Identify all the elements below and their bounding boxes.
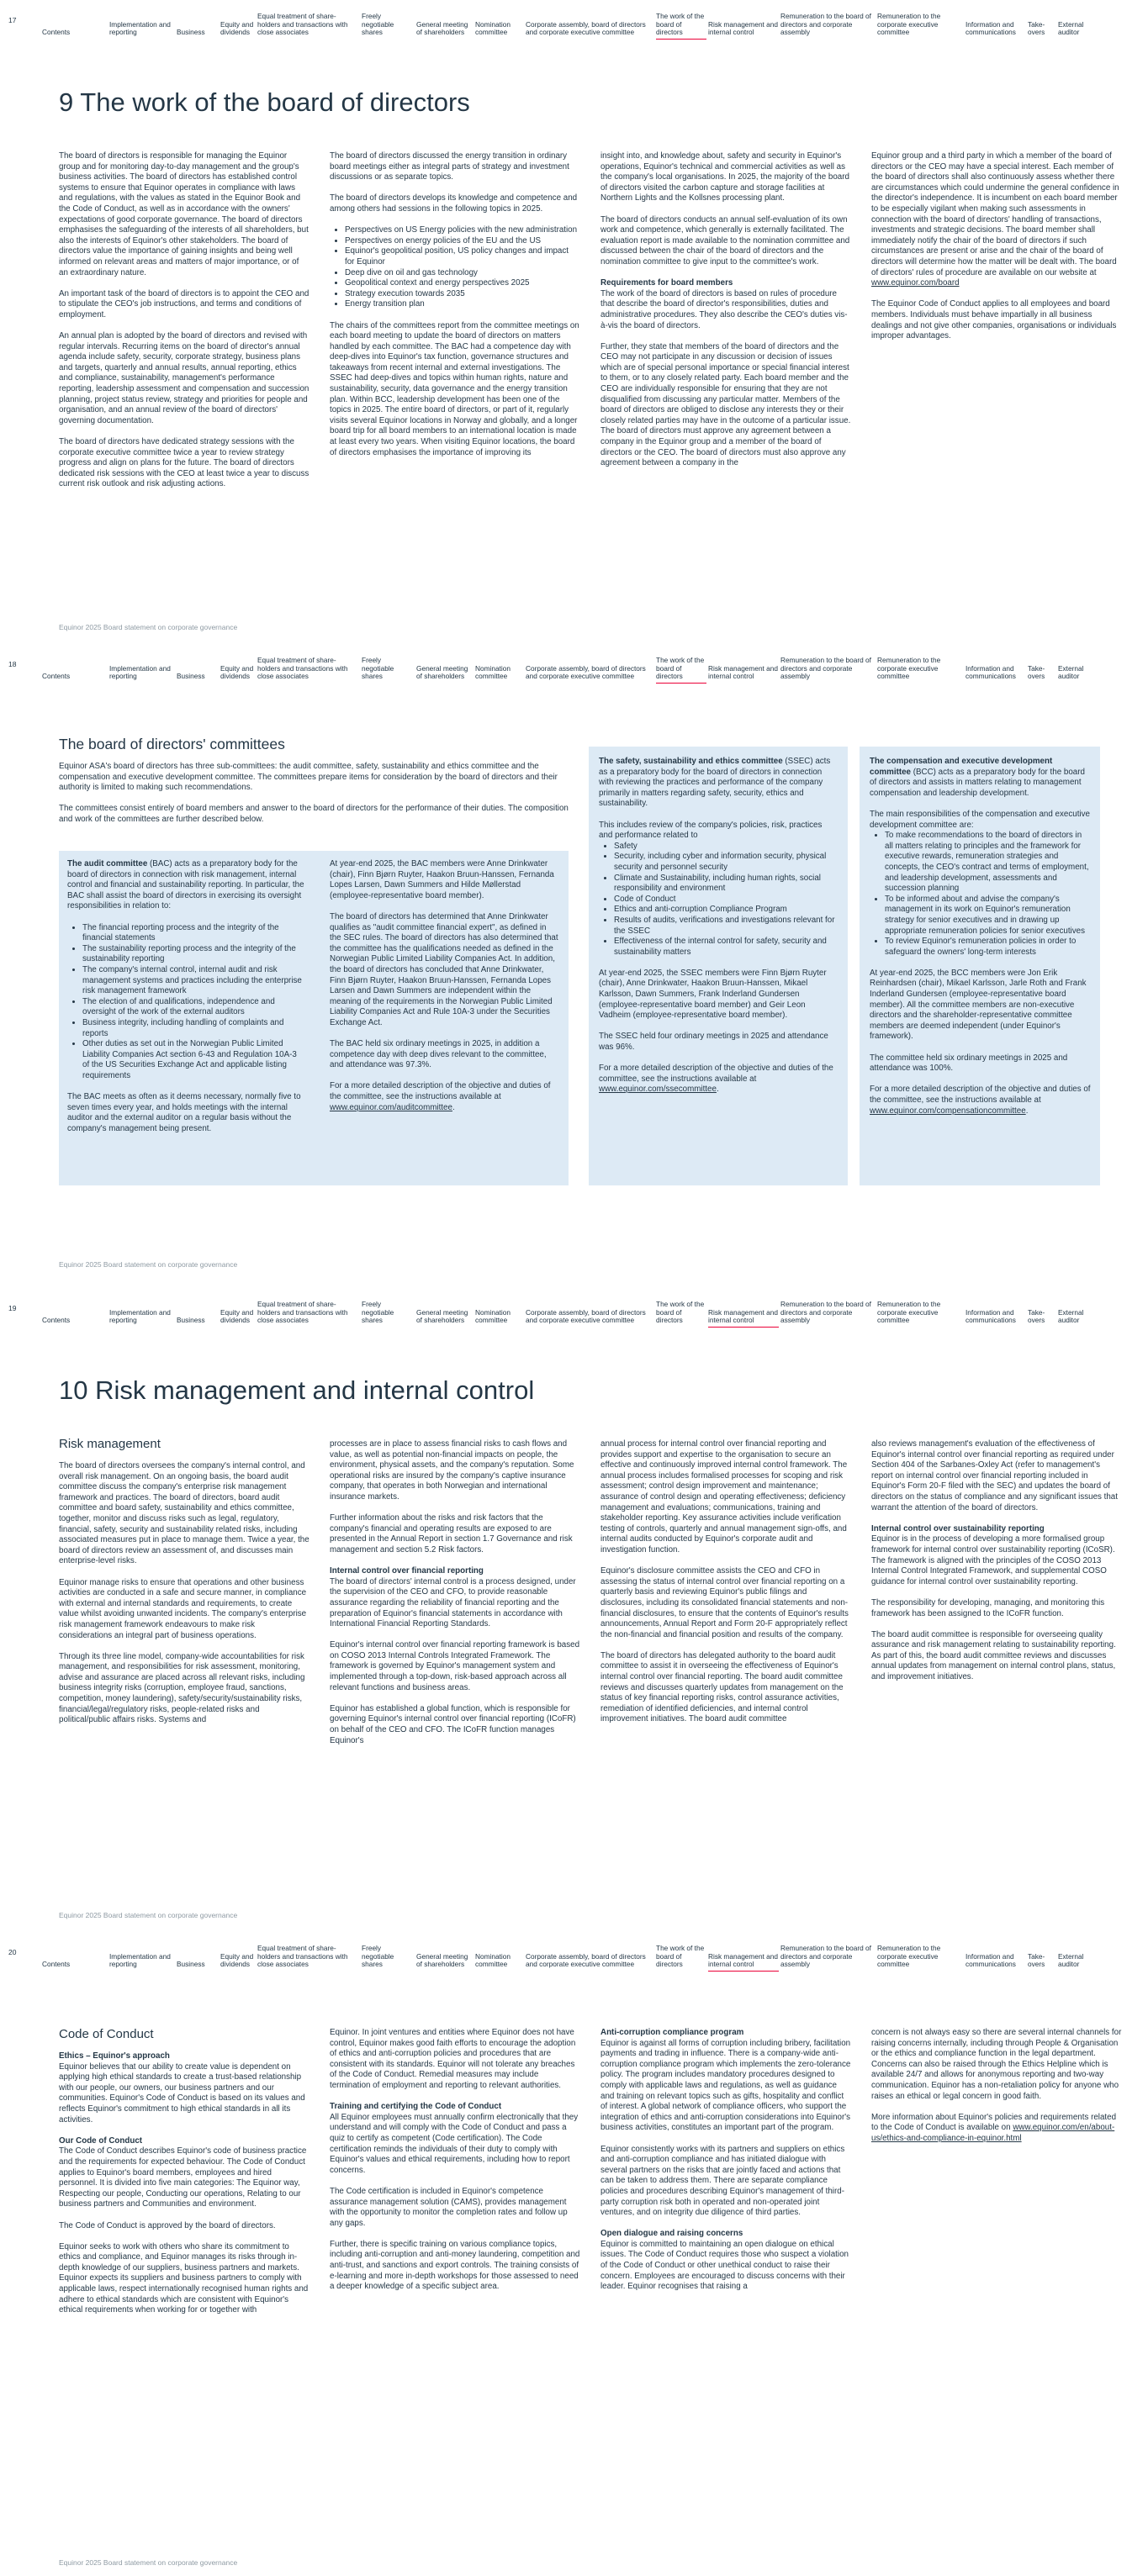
- column-3: [600, 1439, 851, 1736]
- nav-item[interactable]: Equity and dividends: [220, 1307, 254, 1325]
- column-2: [330, 2028, 580, 2303]
- paragraph: The board of directors' internal control is a process designed, under the supervision of the CEO and CFO, to provide reasonable assurance regarding the reliability of financial reporting and the preparation of Equinor's financial statements in accordance with International Financial Reporting Standards.: [330, 1576, 576, 1629]
- page-19: [0, 1288, 1148, 1932]
- footer: Equinor 2025 Board statement on corporate governance: [59, 2558, 238, 2567]
- bac-column-1: [67, 859, 304, 1145]
- list-item: • Other duties as set out in the Norwegian Public Limited Liability Companies Act section 6-43 and Regulation 10A-3 of the US Securities Exchange Act and applicable listing requirements: [82, 1039, 304, 1081]
- nav-item[interactable]: Equity and dividends: [220, 19, 254, 37]
- list-item: • Energy transition plan: [345, 299, 580, 310]
- list-item: • The election of and qualifications, independence and oversight of the work of the external auditors: [82, 997, 304, 1018]
- section-title: The board of directors' committees: [59, 736, 285, 752]
- audit-committee-box: [59, 851, 569, 1185]
- nav-item[interactable]: Equity and dividends: [220, 1951, 254, 1969]
- nav-item[interactable]: Freely negotiable shares: [362, 1300, 394, 1325]
- section-heading: Requirements for board members: [600, 278, 733, 288]
- paragraph: Further, they state that members of the board of directors and the CEO may not participate in any discussion or decision of issues which are of special personal importance or special financial interest to them, or to any closely related party. Each board member and the CEO are individually responsible for ensuring that they are not disqualified from discussing any particular matter. Members of the board of directors are obliged to disclose any interests they or their closely related parties may have in the outcome of a particular issue. The board of directors must approve any agreement between a company in the Equinor group and a member of the board of directors or the CEO. The board of directors must also approve any agreement between a company in the: [600, 341, 851, 468]
- paragraph: The Code of Conduct describes Equinor's code of business practice and the requirements for expected behaviour. The Code of Conduct applies to Equinor's board members, employees and hired personnel. It is divided into five main categories: The Equinor way, Respecting our people, Conducting our operations, Relating to our business partners and Communities and environment.: [59, 2146, 307, 2209]
- nav-item[interactable]: Nomination committee: [475, 1951, 511, 1969]
- nav-item[interactable]: Corporate assembly, board of directors and corporate executive committee: [526, 663, 646, 681]
- paragraph: All Equinor employees must annually confirm electronically that they understand and will comply with the Code of Conduct and pass a quiz to certify as competent (Code certification). The Code certification reminds the individuals of their duty to comply with Equinor's values and ethical requirements, including how to report concerns.: [330, 2112, 579, 2175]
- paragraph: The main responsibilities of the compensation and executive development committee are:: [870, 809, 1090, 830]
- ethics-link[interactable]: www.equinor.com/en/about-us/ethics-and-compliance-in-equinor.html: [871, 2123, 1115, 2143]
- nav-item[interactable]: Risk management and internal control: [708, 1932, 779, 1969]
- nav-item[interactable]: Contents: [42, 28, 71, 37]
- list-item: • Effectiveness of the internal control for safety, security and sustainability matters: [614, 937, 836, 958]
- ssec-column: [599, 757, 836, 1106]
- paragraph: Equinor seeks to work with others who share its commitment to ethics and compliance, and Equinor manages its risks through in-depth knowledge of our suppliers, business partners and markets. Equinor expects its suppliers and business partners to comply with applicable laws, respect internationally recognised human rights and adhere to ethical standards which are consistent with Equinor's ethical requirements when working for or together with: [59, 2241, 309, 2315]
- nav-item[interactable]: Equal treatment of share-holders and transactions with close associates: [257, 12, 348, 37]
- paragraph: Equinor. In joint ventures and entities where Equinor does not have control, Equinor makes good faith efforts to encourage the adoption of ethics and anti-corruption policies and procedures that are consistent with its standards. Equinor will not tolerate any breaches of the Code of Conduct. Remedial measures may include termination of employment and reporting to relevant authorities.: [330, 2028, 576, 2090]
- section-heading: Ethics – Equinor's approach: [59, 2051, 170, 2061]
- topic-list: [345, 225, 580, 310]
- list-item: • Ethics and anti-corruption Compliance Program: [614, 905, 836, 916]
- paragraph: The board of directors have dedicated strategy sessions with the corporate executive committee twice a year to review strategy progress and align on plans for the future. The board of directors dedicated risk sessions with the CEO at least twice a year to discuss current risk outlook and risk adjusting actions.: [59, 437, 309, 489]
- paragraph: At year-end 2025, the SSEC members were Finn Bjørn Ruyter (chair), Anne Drinkwater, Haakon Bruun-Hanssen, Mikael Karlsson, Dawn Summers, Frank Inderland Gundersen (employee-representative board member) and Geir Leon Vadheim (employee-representative board member).: [599, 968, 827, 1021]
- paragraph: insight into, and knowledge about, safety and security in Equinor's operations, Equinor's technical and commercial activities as well as the company's local organisations. In 2025, the majority of the board of directors visited the carbon capture and storage facilities at Northern Lights and the Kollsnes processing plant.: [600, 151, 849, 203]
- column-1: [59, 1436, 309, 1736]
- nav-item[interactable]: Nomination committee: [475, 19, 511, 37]
- paragraph: At year-end 2025, the BCC members were Jon Erik Reinhardsen (chair), Mikael Karlsson, Jarle Roth and Frank Inderland Gundersen (employee-representative board member). All the committee members are non-executive directors and the shareholder-representative committee members are deemed independent (under Equinor's framework).: [870, 968, 1087, 1042]
- paragraph: Equinor believes that our ability to create value is dependent on applying high ethical standards to create a trust-based relationship with our people, our owners, our business partners and our communities. Equinor's Code of Conduct is based on its values and reflects Equinor's commitment to high ethical standards in all its activities.: [59, 2061, 305, 2125]
- nav-item[interactable]: Equity and dividends: [220, 663, 254, 681]
- paragraph: For a more detailed description of the objective and duties of the committee, see the instructions available at www.equinor.com/auditcommittee.: [330, 1081, 551, 1112]
- page-title: 10 Risk management and internal control: [59, 1375, 535, 1405]
- nav-item[interactable]: External auditor: [1058, 1307, 1084, 1325]
- list-item: • Results of audits, verifications and investigations relevant for the SSEC: [614, 916, 836, 937]
- nav-item[interactable]: Nomination committee: [475, 663, 511, 681]
- paragraph: The board of directors discussed the energy transition in ordinary board meetings either as integral parts of strategy and investment discussions or as separate topics.: [330, 151, 569, 182]
- paragraph: The board of directors oversees the company's internal control, and overall risk management. On an ongoing basis, the board audit committee discuss the company's enterprise risk management framework and practices. The board of directors, board audit committee and board safety, sustainability and ethics committee, together, monitor and discuss risks such as legal, regulatory, financial, safety, security and sustainability related risks, including associated measures put in place to manage them. Twice a year, the board of directors review an assessment of, and discusses main enterprise-level risks.: [59, 1461, 309, 1566]
- bcc-box: [860, 747, 1100, 1185]
- paragraph: Equinor is against all forms of corruption including bribery, facilitation payments and trading in influence. There is a company-wide anti-corruption compliance program which implements the zero-tolerance policy. The program includes mandatory procedures designed to comply with applicable laws and regulations, as well as guidance and training on relevant topics such as gifts, hospitality and conflict of interest. A global network of compliance officers, who support the integration of ethics and anti-corruption considerations into Equinor's business activities, constitutes an important part of the program.: [600, 2038, 851, 2133]
- nav-item[interactable]: Implementation and reporting: [109, 19, 171, 37]
- page-20: [0, 1932, 1148, 2576]
- nav-item[interactable]: Corporate assembly, board of directors and corporate executive committee: [526, 1951, 646, 1969]
- column-3: [600, 2028, 851, 2303]
- page-17: [0, 0, 1148, 644]
- list-item: • Perspectives on energy policies of the EU and the US: [345, 236, 580, 247]
- section-heading: Anti-corruption compliance program: [600, 2028, 744, 2037]
- bcc-column: [870, 757, 1092, 1127]
- nav-item[interactable]: Remuneration to the board of directors and corporate assembly: [780, 1944, 871, 1969]
- top-navigation: [8, 0, 1140, 37]
- nav-item[interactable]: General meeting of shareholders: [416, 19, 468, 37]
- page-number: 18: [8, 660, 17, 668]
- nav-item[interactable]: Equal treatment of share-holders and transactions with close associates: [257, 1300, 348, 1325]
- paragraph: The compensation and executive development committee (BCC) acts as a preparatory body for the board of directors and assists in matters relating to management compensation and leadership development.: [870, 757, 1085, 798]
- paragraph: The board audit committee is responsible for overseeing quality assurance and risk management relating to sustainability reporting. As part of this, the board audit committee reviews and discusses annual updates from management on internal control plans, status, and improvement initiatives.: [871, 1629, 1116, 1682]
- page-18: [0, 644, 1148, 1288]
- nav-item[interactable]: General meeting of shareholders: [416, 1307, 468, 1325]
- nav-item[interactable]: Corporate assembly, board of directors and corporate executive committee: [526, 1307, 646, 1325]
- nav-item[interactable]: Remuneration to the corporate executive committee: [877, 12, 941, 37]
- nav-item[interactable]: Remuneration to the corporate executive committee: [877, 1300, 941, 1325]
- paragraph: annual process for internal control over financial reporting and provides support and expertise to the organisation to secure an effective and continuously improved internal control framework. The annual process includes formalised processes for scoping and risk assessment; control design improvement and maintenance; assurance of control design and operating effectiveness; deficiency management and evaluations; communications, training and stakeholder reporting. Key assurance activities include verification testing of controls, quarterly and annual management sign-offs, and internal audits conducted by Equinor's corporate audit and investigation function.: [600, 1439, 848, 1555]
- section-heading: Training and certifying the Code of Conduct: [330, 2102, 502, 2112]
- section-heading: Open dialogue and raising concerns: [600, 2229, 743, 2239]
- paragraph: Equinor is committed to maintaining an open dialogue on ethical issues. The Code of Conduct requires those who suspect a violation of the Code of Conduct or other unethical conduct to raise their concern. Employees are encouraged to discuss concerns with their leader. Equinor recognises that raising a: [600, 2239, 849, 2292]
- column-4: [871, 2028, 1122, 2155]
- paragraph: The responsibility for developing, managing, and monitoring this framework has been assigned to the ICoFR function.: [871, 1597, 1105, 1618]
- page-number: 17: [8, 16, 17, 24]
- paragraph: Equinor's disclosure committee assists the CEO and CFO in assessing the status of internal control over financial reporting on a quarterly basis and reviewing Equinor's public filings and disclosures, including its consolidated financial statements and non-financial disclosures, to ensure that the contents of Equinor's results announcements, Annual Report and Form 20-F appropriately reflect the non-financial and financial position and results of the company.: [600, 1566, 849, 1639]
- section-heading: Our Code of Conduct: [59, 2135, 143, 2146]
- list-item: • To make recommendations to the board of directors in all matters relating to principles and the framework for executive rewards, remuneration strategies and concepts, the CEO's contract and terms of employment, and leadership development, assessments and succession planning: [885, 831, 1092, 895]
- sub-title: Code of Conduct: [59, 2027, 154, 2041]
- paragraph: Further information about the risks and risk factors that the company's financial and operating results are exposed to are presented in the Annual Report in section 1.7 Governance and risk management and section 5.2 Risk factors.: [330, 1513, 573, 1555]
- paragraph: Equinor consistently works with its partners and suppliers on ethics and anti-corruption compliance and has initiated dialogue with several partners on the risks that are jointly faced and actions that can be taken to address them. There are separate compliance policies and procedures describing Equinor's management of third-party corruption risk both in operated and non-operated joint ventures, and on integrity due diligence of third parties.: [600, 2144, 845, 2218]
- list-item: • Code of Conduct: [614, 895, 836, 905]
- nav-item[interactable]: Take-overs: [1028, 1307, 1045, 1325]
- nav-item[interactable]: Freely negotiable shares: [362, 1944, 394, 1969]
- nav-item[interactable]: Implementation and reporting: [109, 1307, 171, 1325]
- nav-item[interactable]: The work of the board of directors: [656, 1944, 705, 1969]
- nav-item[interactable]: Contents: [42, 1960, 71, 1969]
- paragraph: The BAC held six ordinary meetings in 2025, in addition a competence day with deep dives relevant to the committee, and attendance was 97.3%.: [330, 1039, 547, 1070]
- column-2: [330, 151, 580, 469]
- ssec-link[interactable]: www.equinor.com/ssecommittee: [599, 1085, 717, 1095]
- column-3: [600, 151, 851, 479]
- paragraph: The work of the board of directors is based on rules of procedure that describe the board of director's responsibilities, duties and administrative procedures. They also describe the CEO's duties vis-à-vis the board of directors.: [600, 288, 848, 330]
- section-heading: Internal control over sustainability reporting: [871, 1523, 1045, 1533]
- page-title: 9 The work of the board of directors: [59, 87, 470, 117]
- paragraph: Equinor's internal control over financial reporting framework is based on COSO 2013 Internal Controls Integrated Framework. The framework is governed by Equinor's management system and implemented through a top-down, risk-based approach across all relevant functions and business areas.: [330, 1640, 580, 1692]
- column-4: [871, 151, 1122, 352]
- page-number: 20: [8, 1948, 17, 1956]
- paragraph: The BAC meets as often as it deems necessary, normally five to seven times every year, and holds meetings with the internal auditor and the external auditor on a regular basis without the company's management being present.: [67, 1092, 301, 1133]
- nav-item[interactable]: External auditor: [1058, 19, 1084, 37]
- board-link[interactable]: www.equinor.com/board: [871, 278, 960, 288]
- audit-committee-link[interactable]: www.equinor.com/auditcommittee: [330, 1102, 452, 1112]
- paragraph: The board of directors conducts an annual self-evaluation of its own work and competence, which generally is externally facilitated. The evaluation report is made available to the nomination committee and discussed between the chair of the board of directors and the nomination committee to give input to the committee's work.: [600, 214, 850, 267]
- footer: Equinor 2025 Board statement on corporate governance: [59, 1260, 238, 1269]
- nav-item[interactable]: The work of the board of directors: [656, 0, 706, 37]
- paragraph: More information about Equinor's policies and requirements related to the Code of Conduct is available on www.equinor.com/en/about-us/ethics-and-compliance-in-equinor.html: [871, 2112, 1117, 2143]
- nav-item[interactable]: Corporate assembly, board of directors and corporate executive committee: [526, 19, 646, 37]
- paragraph: The Code of Conduct is approved by the board of directors.: [59, 2220, 276, 2230]
- nav-item[interactable]: External auditor: [1058, 663, 1084, 681]
- nav-item[interactable]: Business: [177, 1316, 205, 1325]
- column-2: [330, 1439, 580, 1757]
- list-item: • To review Equinor's remuneration policies in order to safeguard the owners' long-term interests: [885, 937, 1092, 958]
- nav-item[interactable]: Contents: [42, 672, 71, 681]
- nav-item[interactable]: Contents: [42, 1316, 71, 1325]
- section-heading: Internal control over financial reporting: [330, 1566, 484, 1576]
- nav-item[interactable]: Implementation and reporting: [109, 663, 171, 681]
- list-item: • To be informed about and advise the company's management in its work on Equinor's remuneration strategy for senior executives and in drawing up appropriate remuneration policies for senior executives: [885, 895, 1092, 937]
- paragraph: The committee held six ordinary meetings in 2025 and attendance was 100%.: [870, 1053, 1068, 1074]
- list-item: • Geopolitical context and energy perspectives 2025: [345, 278, 580, 289]
- ssec-list: [614, 842, 836, 958]
- page-number: 19: [8, 1304, 17, 1312]
- nav-item[interactable]: Take-overs: [1028, 19, 1045, 37]
- nav-item[interactable]: Information and communications: [965, 19, 1016, 37]
- list-item: • Deep dive on oil and gas technology: [345, 268, 580, 279]
- sub-title: Risk management: [59, 1437, 161, 1451]
- paragraph: The board of directors develops its knowledge and competence and among others had sessions in the following topics in 2025.: [330, 193, 578, 214]
- list-item: • Safety: [614, 842, 836, 853]
- nav-item[interactable]: Risk management and internal control: [708, 1288, 779, 1325]
- paragraph: This includes review of the company's policies, risk, practices and performance related to: [599, 820, 823, 841]
- nav-item[interactable]: Implementation and reporting: [109, 1951, 171, 1969]
- paragraph: Further, there is specific training on various compliance topics, including anti-corruption and anti-money laundering, competition and anti-trust, and sanctions and export controls. The training consists of e-learning and more in-depth workshops for those assessed to need a deeper knowledge of a specific subject area.: [330, 2239, 580, 2292]
- nav-item[interactable]: Equal treatment of share-holders and transactions with close associates: [257, 1944, 348, 1969]
- paragraph: Equinor has established a global function, which is responsible for governing Equinor's internal control over financial reporting (ICoFR) on behalf of the CEO and CFO. The ICoFR function manages Equinor's: [330, 1703, 576, 1745]
- footer: Equinor 2025 Board statement on corporate governance: [59, 1911, 238, 1919]
- list-item: • Security, including cyber and information security, physical security and personnel security: [614, 852, 836, 873]
- nav-item[interactable]: Risk management and internal control: [708, 663, 779, 681]
- nav-item[interactable]: Information and communications: [965, 1307, 1016, 1325]
- top-navigation: [8, 1288, 1140, 1325]
- nav-item[interactable]: Information and communications: [965, 663, 1016, 681]
- list-item: • Climate and Sustainability, including human rights, social responsibility and environment: [614, 874, 836, 895]
- paragraph: Equinor manage risks to ensure that operations and other business activities are conducted in a safe and secure manner, in compliance with external and internal standards and requirements, to create value whilst avoiding unwanted incidents. The company's enterprise risk management framework endeavours to make risk considerations an integral part of business operations.: [59, 1577, 307, 1640]
- paragraph: The chairs of the committees report from the committee meetings on each board meeting to update the board of directors on matters handled by each committee. The BAC had a competence day with deep-dives into Equinor's tax function, governance structures and takeaways from recent internal and external investigations. The SSEC had deep-dives and topics within human rights, nature and sustainability, security, data governance and the energy transition plan. Within BCC, leadership development has been one of the topics in 2025. The entire board of directors, or part of it, regularly visits several Equinor locations in Norway and globally, and a longer board trip for all board members to an international location is made at least every two years. When visiting Equinor locations, the board of directors emphasises the importance of improving its: [330, 320, 579, 457]
- paragraph: The committees consist entirely of board members and answer to the board of directors for the performance of their duties. The composition and work of the committees are further described below.: [59, 804, 569, 824]
- nav-item[interactable]: Business: [177, 1960, 205, 1969]
- paragraph: The board of directors has determined that Anne Drinkwater qualifies as "audit committee financial expert", as defined in the SEC rules. The board of directors has also determined that the committee has the qualifications needed as defined in the Norwegian Public Limited Liability Companies Act. In addition, the board of directors has concluded that Anne Drinkwater, Finn Bjørn Ruyter, Haakon Bruun-Hanssen, Fernanda Lopes Larsen and Dawn Summers are independent within the meaning of the requirements in the Norwegian Public Limited Liability Companies Act and Rule 10A-3 under the Securities Exchange Act.: [330, 911, 558, 1027]
- nav-item[interactable]: Nomination committee: [475, 1307, 511, 1325]
- paragraph: The Equinor Code of Conduct applies to all employees and board members. Individuals must behave impartially in all business dealings and not give other companies, organisations or individuals improper advantages.: [871, 299, 1117, 341]
- paragraph: The SSEC held four ordinary meetings in 2025 and attendance was 96%.: [599, 1032, 828, 1053]
- nav-item[interactable]: Business: [177, 672, 205, 681]
- paragraph: An important task of the board of directors is to appoint the CEO and to stipulate the CEO's job instructions, and terms and conditions of employment.: [59, 288, 309, 319]
- paragraph: also reviews management's evaluation of the effectiveness of Equinor's internal control over financial reporting as required under Section 404 of the Sarbanes-Oxley Act (refer to management's report on internal control over financial reporting included in Equinor's Form 20-F filed with the SEC) and updates the board of directors on the status of compliance and any significant issues that warrant the attention of the board of directors.: [871, 1439, 1118, 1512]
- paragraph: The board of directors is responsible for managing the Equinor group and for monitoring day-to-day management and the group's business activities. The board of directors has established control systems to ensure that Equinor operates in compliance with laws and regulations, with the values as stated in the Equinor Book and the Code of Conduct, as well as in accordance with the owners' expectations of good corporate governance. The board of directors emphasises the safeguarding of the interests of all shareholders, but also the interests of Equinor's other stakeholders. The board of directors value the importance of gaining insights and being well informed on relevant areas and matters of major importance, or of an extraordinary nature.: [59, 151, 309, 277]
- nav-item[interactable]: General meeting of shareholders: [416, 663, 468, 681]
- list-item: • Business integrity, including handling of complaints and reports: [82, 1018, 304, 1039]
- list-item: • The company's internal control, internal audit and risk management systems and practices including the enterprise risk management framework: [82, 965, 304, 997]
- bcc-list: [885, 831, 1092, 958]
- footer: Equinor 2025 Board statement on corporate governance: [59, 623, 238, 631]
- nav-item[interactable]: General meeting of shareholders: [416, 1951, 468, 1969]
- top-navigation: [8, 1932, 1140, 1969]
- bac-list: [82, 923, 304, 1082]
- nav-item[interactable]: Remuneration to the board of directors and corporate assembly: [780, 656, 871, 681]
- nav-item[interactable]: Remuneration to the board of directors and corporate assembly: [780, 12, 871, 37]
- nav-item[interactable]: Take-overs: [1028, 1951, 1045, 1969]
- paragraph: The board of directors has delegated authority to the board audit committee to assist it in overseeing the effectiveness of Equinor's internal control over financial reporting. The board audit committee reviews and discusses quarterly updates from management on the status of key financial reporting risks, control assurance activities, remediation of identified deficiencies, and internal control improvement initiatives. The board audit committee: [600, 1650, 844, 1724]
- paragraph: At year-end 2025, the BAC members were Anne Drinkwater (chair), Finn Bjørn Ruyter, Haakon Bruun-Hanssen, Fernanda Lopes Larsen, Dawn Summers and Hilde Møllerstad (employee-representative board member).: [330, 859, 554, 900]
- list-item: • Strategy execution towards 2035: [345, 289, 580, 300]
- paragraph: The audit committee (BAC) acts as a preparatory body for the board of directors in connection with risk management, internal control and financial and sustainability reporting. In particular, the BAC shall assist the board of directors in exercising its oversight responsibilities in relation to:: [67, 859, 304, 911]
- nav-item[interactable]: Freely negotiable shares: [362, 12, 394, 37]
- nav-item[interactable]: Business: [177, 28, 205, 37]
- paragraph: concern is not always easy so there are several internal channels for raising concerns internally, including through People & Organisation or the ethics and compliance function in the legal department. Concerns can also be raised through the Ethics Helpline which is available 24/7 and allows for anonymous reporting and two-way communication. Equinor has a non-retaliation policy for anyone who raises an ethical or legal concern in good faith.: [871, 2028, 1122, 2101]
- paragraph: Through its three line model, company-wide accountabilities for risk management, and responsibilities for risk assessment, monitoring, advise and assurance are placed across all relevant risks, including business integrity risks (corruption, employee fraud, sanctions, competition, money laundering), safety/security/sustainability risks, financial/legal/regulatory risks, people-related risks and political/public affairs risks. Systems and: [59, 1651, 305, 1725]
- list-item: • The sustainability reporting process and the integrity of the sustainability reporting: [82, 944, 304, 965]
- nav-item[interactable]: Take-overs: [1028, 663, 1045, 681]
- list-item: • Perspectives on US Energy policies with the new administration: [345, 225, 580, 236]
- nav-item[interactable]: External auditor: [1058, 1951, 1084, 1969]
- paragraph: The Code certification is included in Equinor's competence assurance management solution (CAMS), provides management with the opportunity to monitor the completion rates and follow up any gaps.: [330, 2186, 568, 2228]
- paragraph: Equinor is in the process of developing a more formalised group framework for internal control over sustainability reporting (ICoSR). The framework is aligned with the principles of the COSO 2013 Internal Control Integrated Framework, and supplemental COSO guidance for internal control over sustainability reporting.: [871, 1534, 1115, 1586]
- intro-text: [59, 762, 572, 836]
- column-1: [59, 151, 309, 501]
- nav-item[interactable]: Remuneration to the board of directors and corporate assembly: [780, 1300, 871, 1325]
- paragraph: Equinor ASA's board of directors has three sub-committees: the audit committee, safety, sustainability and ethics committee and the compensation and executive development committee. The committees prepare items for consideration by the board of directors and their authority is limited to making such recommendations.: [59, 762, 558, 793]
- nav-item[interactable]: Remuneration to the corporate executive committee: [877, 656, 941, 681]
- ssec-box: [589, 747, 848, 1185]
- bcc-link[interactable]: www.equinor.com/compensationcommittee: [870, 1106, 1026, 1116]
- list-item: • Equinor's geopolitical position, US policy changes and impact for Equinor: [345, 246, 580, 267]
- list-item: • The financial reporting process and the integrity of the financial statements: [82, 923, 304, 944]
- bac-column-2: [330, 859, 558, 1124]
- paragraph: processes are in place to assess financial risks to cash flows and value, as well as potential non-financial impacts on people, the environment, physical assets, and the company's reputation. Some operational risks are insured by the company's captive insurance company, that operates in both Norwegian and international insurance markets.: [330, 1439, 574, 1502]
- top-navigation: [8, 644, 1140, 681]
- nav-item[interactable]: Equal treatment of share-holders and transactions with close associates: [257, 656, 348, 681]
- nav-item[interactable]: Risk management and internal control: [708, 19, 779, 37]
- nav-item[interactable]: Freely negotiable shares: [362, 656, 394, 681]
- paragraph: An annual plan is adopted by the board of directors and revised with regular intervals. Recurring items on the board of director's annual agenda include safety, security, corporate strategy, business plans and targets, quarterly and annual results, annual reporting, ethics and compliance, sustainability, management's performance reporting, leadership assessment and compensation and succession planning, project status review, strategy and priorities for people and organisation, and an annual review of the board of directors' governing documentation.: [59, 331, 309, 425]
- nav-item[interactable]: The work of the board of directors: [656, 644, 706, 681]
- paragraph: For a more detailed description of the objective and duties of the committee, see the instructions available at www.equinor.com/ssecommittee.: [599, 1064, 833, 1095]
- paragraph: For a more detailed description of the objective and duties of the committee, see the instructions available at www.equinor.com/compensationcommittee.: [870, 1085, 1091, 1116]
- nav-item[interactable]: Information and communications: [965, 1951, 1016, 1969]
- nav-item[interactable]: Remuneration to the corporate executive committee: [877, 1944, 941, 1969]
- nav-item[interactable]: The work of the board of directors: [656, 1300, 705, 1325]
- paragraph: The safety, sustainability and ethics committee (SSEC) acts as a preparatory body for the board of directors in connection with reviewing the practices and performance of the company primarily in matters regarding safety, security, ethics and sustainability.: [599, 757, 831, 809]
- column-4: [871, 1439, 1122, 1693]
- column-1: [59, 2026, 309, 2326]
- paragraph: Equinor group and a third party in which a member of the board of directors or the CEO may have a special interest. Each member of the board of directors shall also continuously assess whether there are circumstances which could undermine the general confidence in the director's independence. It is incumbent on each board member to be especially vigilant when making such assessments in connection with the board of directors' handling of transactions, investments and strategic decisions. The board member shall immediately notify the chair of the board of directors if such circumstances are present or arise and the chair of the board of directors will determine how the matter will be dealt with. The board of directors' rules of procedure are available on our website at www.equinor.com/board: [871, 151, 1119, 288]
